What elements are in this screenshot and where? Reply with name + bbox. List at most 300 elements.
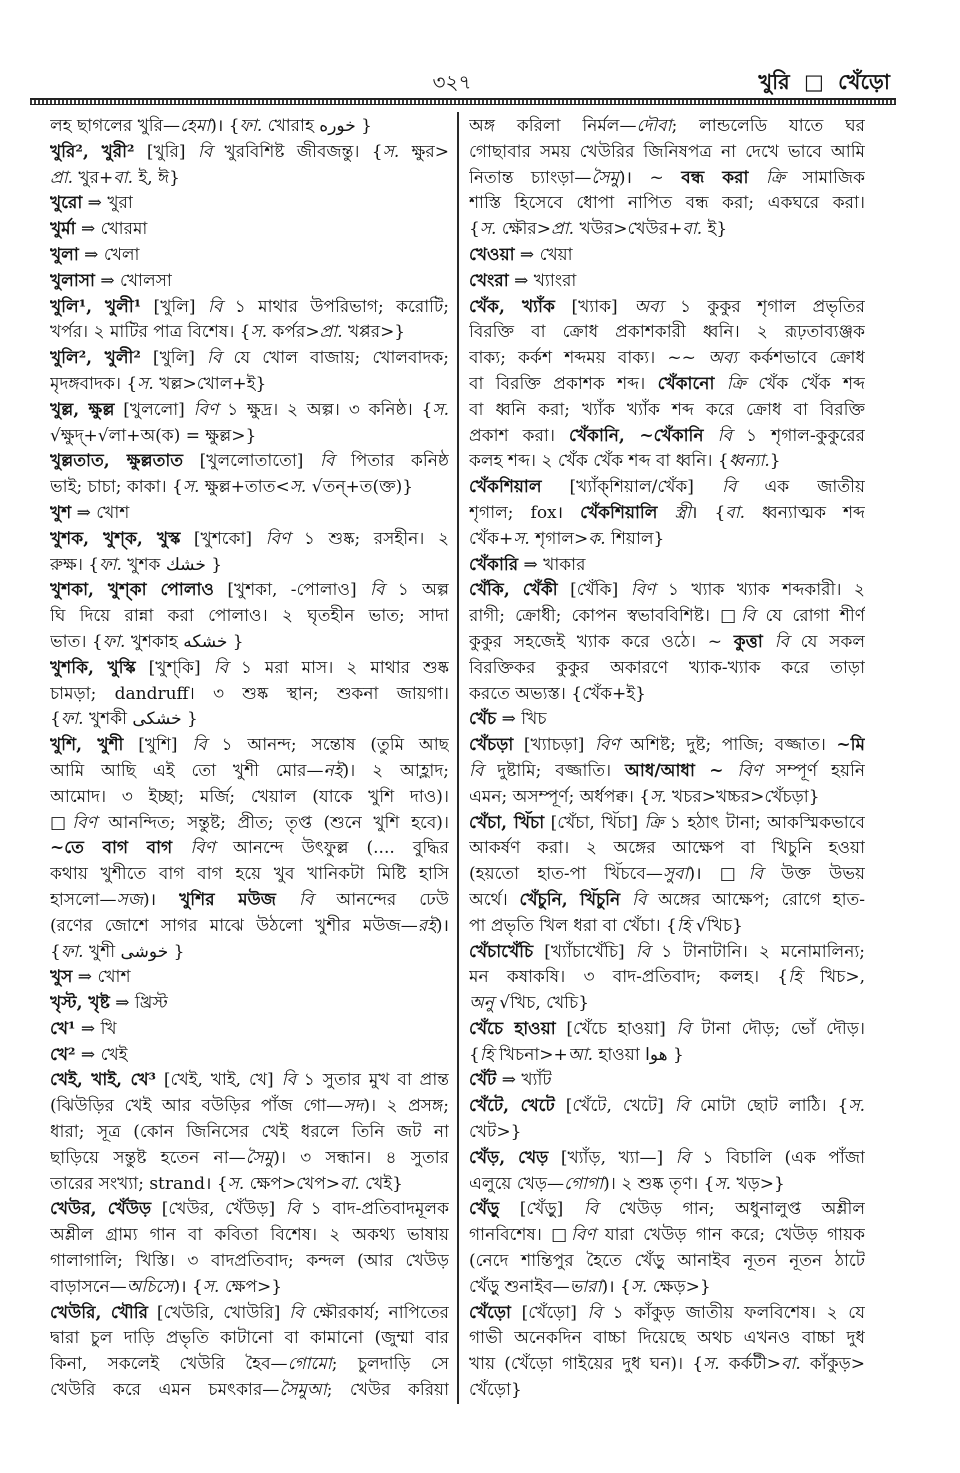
entry-line (469, 114, 865, 140)
entry-text: দ্বারা চুল দাড়ি প্রভৃতি কাটানো বা কামানো (জুম্মা বার (50, 1328, 449, 1349)
entry-text: খোরাহ خوره } (262, 116, 372, 136)
guide-word-first: খুরি (758, 69, 790, 94)
entry-line (50, 553, 449, 579)
dictionary-entry (50, 1043, 449, 1069)
entry-text: ⇒ খোশ (71, 502, 130, 523)
label-abbreviation: অনু (469, 993, 494, 1014)
entry-line (469, 372, 865, 398)
entry-line (469, 269, 865, 295)
entry-text: { (50, 941, 61, 962)
entry-text: গালাগালি; খিস্তি। ৩ বাদপ্রতিবাদ; কন্দল (আর খেউড় (50, 1251, 449, 1272)
entry-text: বা বিরক্তি প্রকাশক শব্দ। (469, 373, 658, 394)
label-abbreviation: অচিসে (126, 1276, 174, 1297)
entry-text: √খিচ, খেচি} (493, 993, 590, 1014)
label-abbreviation: প্রা. (551, 219, 575, 240)
headword: খুশক, খুশ্‌ক, খুস্ক (50, 528, 181, 549)
entry-text: ১ আনন্দ; সন্তোষ (তুমি আছ (206, 735, 449, 756)
guide-words (758, 69, 890, 95)
entry-text: (হয়তো হাত-পা খিঁচবে— (469, 864, 663, 885)
label-abbreviation: স. (137, 373, 154, 394)
label-abbreviation: বি (741, 606, 756, 627)
entry-text: গানবিশেষ। □ (469, 1225, 572, 1246)
entry-text: কর্কশভাবে ক্রোধ (737, 348, 865, 369)
entry-text: ক্ষেপ>} (219, 1276, 283, 1297)
entry-text: ⇒ খিচ (496, 709, 547, 730)
entry-text: কিনা, সকলেই খেউরি হৈব— (50, 1354, 288, 1375)
dictionary-entry (469, 578, 865, 707)
entry-text: পিতার কনিষ্ঠ (334, 451, 449, 472)
entry-text (724, 761, 738, 781)
label-abbreviation: স. (703, 1354, 720, 1375)
label-abbreviation: দৌবা (636, 116, 672, 136)
entry-text: ক্ষুর> (399, 141, 449, 162)
entry-text: খপ্পর>} (342, 322, 406, 343)
entry-text: [খুশ্‌কি] (135, 657, 214, 678)
entry-text: ⇒ খ্যাঁট (496, 1070, 552, 1091)
entry-text: আনন্দিত; সন্তুষ্ট; প্রীত; তৃপ্ত (শুনে খুশি হবে)। (96, 812, 449, 833)
entry-line (50, 166, 449, 192)
label-abbreviation: বিণ (72, 812, 97, 833)
entry-line (50, 295, 449, 321)
page-header (0, 0, 960, 110)
entry-text: ১ খ্যাক খ্যাক শব্দকারী। ২ (655, 580, 865, 601)
entry-text: খুর+ (73, 167, 114, 188)
entry-text: ১ কুকুর শৃগাল প্রভৃতির (663, 296, 865, 317)
label-abbreviation: অব্য (708, 348, 738, 369)
dictionary-entry (50, 965, 449, 991)
entry-text: পা প্রভৃতি খিল ধরা বা খেঁচা। { (469, 915, 677, 936)
entry-text: ⇒ খেলা (78, 244, 140, 265)
label-abbreviation: হি (479, 1044, 494, 1065)
headword: খুল্লতাত, ক্ষুল্লতাত (50, 451, 184, 472)
entry-text: √খিচ} (690, 915, 743, 936)
headword: খুরো (50, 193, 83, 214)
label-abbreviation: স. (382, 141, 400, 162)
dictionary-entry (50, 501, 449, 527)
label-abbreviation: বা. (725, 502, 746, 523)
entry-text: } (769, 451, 781, 472)
entry-text: কুকুর সহজেই খ্যাক করে ওঠে। ~ (469, 631, 734, 652)
entry-text: আমি আছি এই তো খুশী মোর— (50, 760, 324, 781)
entry-line (469, 1275, 865, 1301)
entry-text (704, 426, 718, 446)
entry-text: ; লান্ডলেডি যাতে ঘর (671, 116, 865, 136)
label-abbreviation: বি (774, 631, 789, 652)
entry-text: (রণের জোশে সাগর মাঝে উঠলো খুশীর মউজ— (50, 915, 418, 936)
entry-text: খুশকী خشكى } (83, 709, 198, 730)
headword: খুশির মউজ (179, 889, 276, 910)
entry-text: প্রকাশ করা। (469, 425, 569, 446)
entry-text (276, 890, 299, 910)
entry-text: [খ্যাঁড়, খ্যা—] (548, 1147, 676, 1168)
entry-line (469, 1017, 865, 1043)
dictionary-entry (469, 1068, 865, 1094)
entry-line (469, 940, 865, 966)
entry-line (50, 1223, 449, 1249)
entry-text: ১ ক্ষুদ্র। ২ অল্প। ৩ কনিষ্ঠ। { (218, 399, 433, 420)
label-abbreviation: ক্রি (644, 812, 664, 833)
entry-text: করতে অভ্যস্ত। {খেঁক+ই} (469, 683, 646, 704)
entry-line (50, 1249, 449, 1275)
label-abbreviation: অব্য (634, 296, 664, 317)
entry-line (469, 320, 865, 346)
entry-text (763, 632, 775, 652)
headword: খেঁচে হাওয়া (469, 1018, 556, 1039)
entry-text: চামড়া; dandruff। ৩ শুষ্ক স্থান; শুকনা জায়গা। (50, 683, 449, 704)
label-abbreviation: হেমা (180, 116, 211, 136)
entry-line (50, 733, 449, 759)
label-abbreviation: বি (675, 1147, 690, 1168)
label-abbreviation: ধ্বন্যা. (728, 451, 770, 472)
entry-text: খচর>খচ্চর>খেঁচড়া} (666, 786, 820, 807)
dictionary-entry (469, 707, 865, 733)
entry-text: বিরক্তি বা ক্রোধ প্রকাশকারী ধ্বনি। ২ রূঢ়তাব্যঞ্জক (469, 322, 865, 343)
entry-line (469, 501, 865, 527)
entry-line (50, 604, 449, 630)
headword: খেঁড়, খেড় (469, 1147, 549, 1168)
entry-text: ছাড়িয়ে সন্তুষ্ট হতেন না— (50, 1147, 246, 1168)
column-left (50, 114, 449, 1406)
label-abbreviation: ফা. (60, 941, 84, 962)
entry-line (469, 475, 865, 501)
dictionary-entry (50, 527, 449, 579)
entry-text: খেট>} (469, 1122, 522, 1143)
entry-text: উক্ত উভয় (762, 864, 865, 885)
label-abbreviation: ফা. (239, 116, 263, 136)
entry-text: ১ টানাটানি। ২ মনোমালিন্য; (650, 941, 865, 962)
label-abbreviation: বা. (780, 1354, 801, 1375)
entry-line (469, 1120, 865, 1146)
entry-line (50, 836, 449, 862)
entry-text: ক্ষৌর> (496, 219, 552, 240)
dictionary-entry (50, 656, 449, 733)
label-abbreviation: সজ (116, 889, 143, 910)
entry-text: (ঝিউড়ির খেই আর বউড়ির পাঁজ গো— (50, 1096, 344, 1117)
entry-text: খুরবিশিষ্ট জীবজন্তু। { (212, 141, 383, 162)
entry-line (50, 1068, 449, 1094)
dictionary-entry (50, 449, 449, 501)
entry-text: ⇒ খেই (75, 1044, 128, 1065)
entry-text: শাস্তি হিসেবে ধোপা নাপিত বন্ধ করা; একঘরে করা। (469, 193, 865, 214)
entry-text: √ক্ষুদ্+√লা+অ(ক) = ক্ষুল্ল>} (50, 425, 257, 446)
headword: খেঁকশিয়াল (469, 477, 542, 498)
entry-text: আনন্দের ঢেউ (313, 889, 449, 910)
headword: খুলা (50, 244, 79, 265)
headword: খেঁকশিয়ালি (580, 502, 658, 523)
entry-text: [খুলি] (141, 296, 208, 317)
entry-text: যে খোল বাজায়; খোলবাদক; (221, 348, 449, 369)
label-abbreviation: বিণ (265, 528, 291, 549)
headword: খুলি², খুলী² (50, 348, 141, 369)
entry-line (469, 191, 865, 217)
entry-text: ক্ষুল্ল+তাত< (199, 477, 290, 498)
entry-line (50, 965, 449, 991)
label-abbreviation: বি (676, 1018, 691, 1039)
headword: খেঁকানি, ~খেঁকানি (568, 425, 704, 446)
entry-text: [খেঁড়ো] (510, 1302, 588, 1323)
dictionary-entry (469, 1017, 865, 1069)
entry-text: ১ মরা মাস। ২ মাথার শুষ্ক (227, 657, 449, 678)
entry-text: [খেঁটে, খেটে] (554, 1096, 675, 1117)
entry-text: )। (435, 915, 449, 936)
entry-text (714, 374, 726, 394)
label-abbreviation: বি (583, 1199, 599, 1220)
label-abbreviation: বি (717, 425, 732, 446)
headword: খেঁচড়া (469, 735, 514, 756)
entry-text: ১ শুষ্ক; রসহীন। ২ (290, 528, 449, 549)
entry-line (469, 1326, 865, 1352)
entry-line (50, 1378, 449, 1404)
entry-line (469, 965, 865, 991)
entry-text: যে রোগা শীর্ণ (755, 606, 865, 627)
entry-text: [খেঁড়ু] (499, 1199, 584, 1220)
label-abbreviation: বি (469, 760, 484, 781)
entry-line (50, 475, 449, 501)
entry-text: ১ মাথার উপরিভাগ; করোটি; (222, 296, 449, 317)
entry-text: [খ্যাঁক্‌শিয়াল/খেঁক] (541, 477, 722, 498)
entry-text: ⇒ খি (75, 1018, 117, 1039)
label-abbreviation: ফা. (102, 631, 126, 652)
entry-text: [খেঁচা, খিঁচা] (544, 812, 645, 833)
entry-text: খেঁড়ো} (469, 1380, 522, 1401)
label-abbreviation: গোমো (287, 1354, 332, 1375)
headword: খেঁড়ো (469, 1302, 511, 1323)
entry-line (469, 295, 865, 321)
entry-text: ⇒ খ্রিস্ট (109, 993, 168, 1014)
entry-line (469, 862, 865, 888)
dictionary-entry (50, 991, 449, 1017)
entry-text: সম্পূর্ণ হয়নি (762, 760, 865, 781)
label-abbreviation: প্রা. (50, 167, 74, 188)
headword: খেংরা (469, 270, 509, 291)
entry-line (469, 398, 865, 424)
guide-word-last: খেঁড়ো (838, 69, 890, 94)
entry-line (50, 1043, 449, 1069)
headword: খেউর, খেঁউড় (50, 1199, 152, 1220)
entry-line (50, 1197, 449, 1223)
headword: খুর্মা (50, 219, 76, 240)
label-abbreviation: স. (848, 1096, 865, 1117)
entry-text: ১ সুতার মুখ বা প্রান্ত (295, 1070, 449, 1091)
entry-line (50, 888, 449, 914)
headword: খুশি, খুশী (50, 735, 124, 756)
label-abbreviation: স. (202, 1276, 220, 1297)
label-abbreviation: হি (676, 915, 691, 936)
dictionary-entry (469, 475, 865, 552)
label-abbreviation: স. (182, 477, 200, 498)
entry-line (50, 501, 449, 527)
label-abbreviation: বি (721, 477, 737, 498)
entry-line (50, 1275, 449, 1301)
entry-text: ধারা; সূত্র (কোন জিনিসের খেই ধরলে তিনি জট না (50, 1122, 449, 1143)
entry-text: রাগী; ক্রোধী; কোপন স্বভাববিশিষ্ট। □ (469, 606, 742, 627)
page-number: ৩২৭ (432, 70, 472, 94)
entry-text: [খ্যাচড়া] (513, 735, 596, 756)
entry-text: ধ্বন্যাত্মক শব্দ (745, 502, 865, 523)
label-abbreviation: সৈমুআ (279, 1380, 327, 1401)
entry-text: খউর>খেউর+ (574, 219, 683, 240)
headword: খুলাসা (50, 270, 95, 291)
entry-text: ⇒ খ্যাংরা (508, 270, 577, 291)
entry-text: খিচনা>+ (493, 1044, 568, 1065)
headword: খেঁকারি (469, 554, 519, 575)
entry-text: টানা দৌড়; ভোঁ দৌড়। (690, 1018, 865, 1039)
entry-text: শৃগাল; fox। (469, 502, 581, 523)
headword: খেঁকানো (657, 373, 715, 394)
entry-line (469, 243, 865, 269)
entry-text: ⇒ খাকার (518, 554, 586, 575)
entry-text: [খুললো] (114, 399, 194, 420)
entry-text: খুশক خشك } (121, 554, 223, 575)
label-abbreviation: প্রা. (319, 322, 343, 343)
entry-line (469, 1352, 865, 1378)
entry-text: [খ্যাক] (554, 296, 635, 317)
entry-line (50, 1326, 449, 1352)
label-abbreviation: স. (630, 1276, 648, 1297)
entry-text: এক জাতীয় (736, 477, 865, 498)
entry-line (469, 656, 865, 682)
label-abbreviation: সদ (343, 1096, 364, 1117)
entry-line (50, 191, 449, 217)
headword: খে¹ (50, 1018, 76, 1039)
entry-text: [খেঁকি] (557, 580, 631, 601)
entry-line (50, 759, 449, 785)
entry-text: )। { (173, 1276, 203, 1297)
entry-line (469, 1378, 865, 1404)
entry-line (50, 114, 449, 140)
entry-text: খেঁক খেঁক শব্দ (745, 373, 865, 394)
headword: বন্ধ করা (681, 167, 749, 188)
entry-text: [খুললোতাতো] (183, 451, 321, 472)
entry-text: )। { (601, 1276, 631, 1297)
label-abbreviation: রই (417, 915, 436, 936)
entry-text: বাক্য; কর্কশ শব্দময় বাক্য। ~~ (469, 348, 709, 369)
label-abbreviation: স. (714, 1173, 732, 1194)
entry-text: [খেউর, খেঁউড়] (151, 1199, 286, 1220)
headword: খেঁচাখেঁচি (469, 941, 534, 962)
dictionary-entry (469, 1094, 865, 1146)
entry-text: □ (50, 812, 73, 833)
headword: খুল্ল, ক্ষুল্ল (50, 399, 115, 420)
headword: খেঁড়ু (469, 1199, 500, 1220)
entry-line (50, 398, 449, 424)
label-abbreviation: সুবা (662, 864, 689, 885)
entry-text: ক্ষেপ>খেপ> (244, 1173, 340, 1194)
entry-line (469, 991, 865, 1017)
entry-text: হাওয়া هوا } (593, 1044, 684, 1065)
entry-line (469, 785, 865, 811)
entry-text: অঙ্গের আক্ষেপ; রোগে হাত- (646, 889, 865, 910)
entry-text: খায় (খেঁড়ো গাইয়ের দুধ ঘন)। { (469, 1354, 704, 1375)
entry-text: ই, ঈ} (133, 167, 180, 188)
dictionary-entry (50, 1068, 449, 1197)
entry-text: ⇒ খোরমা (75, 219, 148, 240)
entry-text: কথায় খুশীতে বাগ বাগ হয়ে খুব খানিকটা মিষ্টি হাসি (50, 864, 449, 885)
dictionary-entry (50, 733, 449, 965)
entry-text: মোটা ছোট লাঠি। { (689, 1096, 849, 1117)
headword: খেঁট (469, 1070, 497, 1091)
entry-text: খুশকাহ خشكه } (125, 631, 244, 652)
headword: খেঁচুনি, খিঁচুনি (519, 889, 621, 910)
entry-text: খিচ>, (801, 967, 865, 988)
label-abbreviation: বিণ (737, 760, 763, 781)
headword: খেঁচা, খিঁচা (469, 812, 545, 833)
entry-text: আনন্দে উৎফুল্ল (.... বুদ্ধির (214, 838, 449, 859)
entry-text (748, 168, 766, 188)
entry-text: অশিষ্ট; দুষ্ট; পাজি; বজ্জাত। (619, 735, 837, 756)
label-abbreviation: ফা. (60, 709, 84, 730)
headword: খেঁকি, খেঁকী (469, 580, 558, 601)
dictionary-entry (50, 1197, 449, 1300)
entry-line (50, 862, 449, 888)
label-abbreviation: স. (227, 1173, 245, 1194)
entry-line (469, 1043, 865, 1069)
entry-text: [খ্যাঁচাখেঁচি] (533, 941, 636, 962)
entry-text: শিয়াল} (605, 528, 665, 549)
entry-text: খেউরি করে এমন চমৎকার— (50, 1380, 280, 1401)
entry-line (50, 785, 449, 811)
entry-line (469, 1146, 865, 1172)
dictionary-entry (469, 243, 865, 269)
entry-text: মৃদঙ্গবাদক। { (50, 373, 138, 394)
headword: খেঁটে, খেটে (469, 1096, 555, 1117)
entry-line (469, 346, 865, 372)
label-abbreviation: গোগা (564, 1173, 604, 1194)
entry-text: ১ হঠাৎ টানা; আকস্মিকভাবে (663, 812, 865, 833)
entry-text: এলুয়ে খেড়— (469, 1173, 565, 1194)
entry-text: সামাজিক (784, 167, 865, 188)
dictionary-entry (50, 398, 449, 450)
label-abbreviation: স. (432, 399, 449, 420)
entry-text: মন কষাকষি। ৩ বাদ-প্রতিবাদ; কলহ। { (469, 967, 789, 988)
dictionary-entry (50, 217, 449, 243)
entry-text: ১ কাঁকুড় জাতীয় ফলবিশেষ। ২ যে (601, 1302, 865, 1323)
entry-text: ক্ষেড়>} (647, 1276, 711, 1297)
label-abbreviation: বিণ (571, 1225, 596, 1246)
entry-text: ⇒ খোশ (72, 967, 131, 988)
dictionary-entry (50, 140, 449, 192)
entry-line (469, 604, 865, 630)
entry-line (469, 1094, 865, 1120)
entry-line (469, 166, 865, 192)
entry-line (469, 140, 865, 166)
entry-text (172, 838, 190, 858)
label-abbreviation: বিণ (193, 399, 219, 420)
label-abbreviation: বা. (113, 167, 133, 188)
entry-line (50, 1120, 449, 1146)
entry-text: [খেউরি, খোউরি] (147, 1302, 290, 1323)
entry-line (50, 1094, 449, 1120)
entry-text: [খুলি] (140, 348, 208, 369)
entry-line (469, 914, 865, 940)
entry-line (50, 630, 449, 656)
entry-line (469, 836, 865, 862)
column-right (469, 114, 865, 1406)
entry-text: কর্পর> (267, 322, 320, 343)
headword: খেঁচ (469, 709, 497, 730)
entry-line (469, 888, 865, 914)
entry-text: বিরক্তিকর কুকুর অকারণে খ্যাক-খ্যাক করে তাড়া (469, 657, 865, 678)
label-abbreviation: ক্রি (726, 373, 746, 394)
headword: খুশ (50, 502, 72, 523)
entry-text: খুশী خوشى } (83, 941, 185, 962)
dictionary-entry (469, 269, 865, 295)
label-abbreviation: ক. (588, 528, 606, 549)
label-abbreviation: সৈমু (591, 167, 619, 188)
entry-line (50, 991, 449, 1017)
dictionary-entry (469, 553, 865, 579)
entry-text: ভাত। { (50, 631, 103, 652)
